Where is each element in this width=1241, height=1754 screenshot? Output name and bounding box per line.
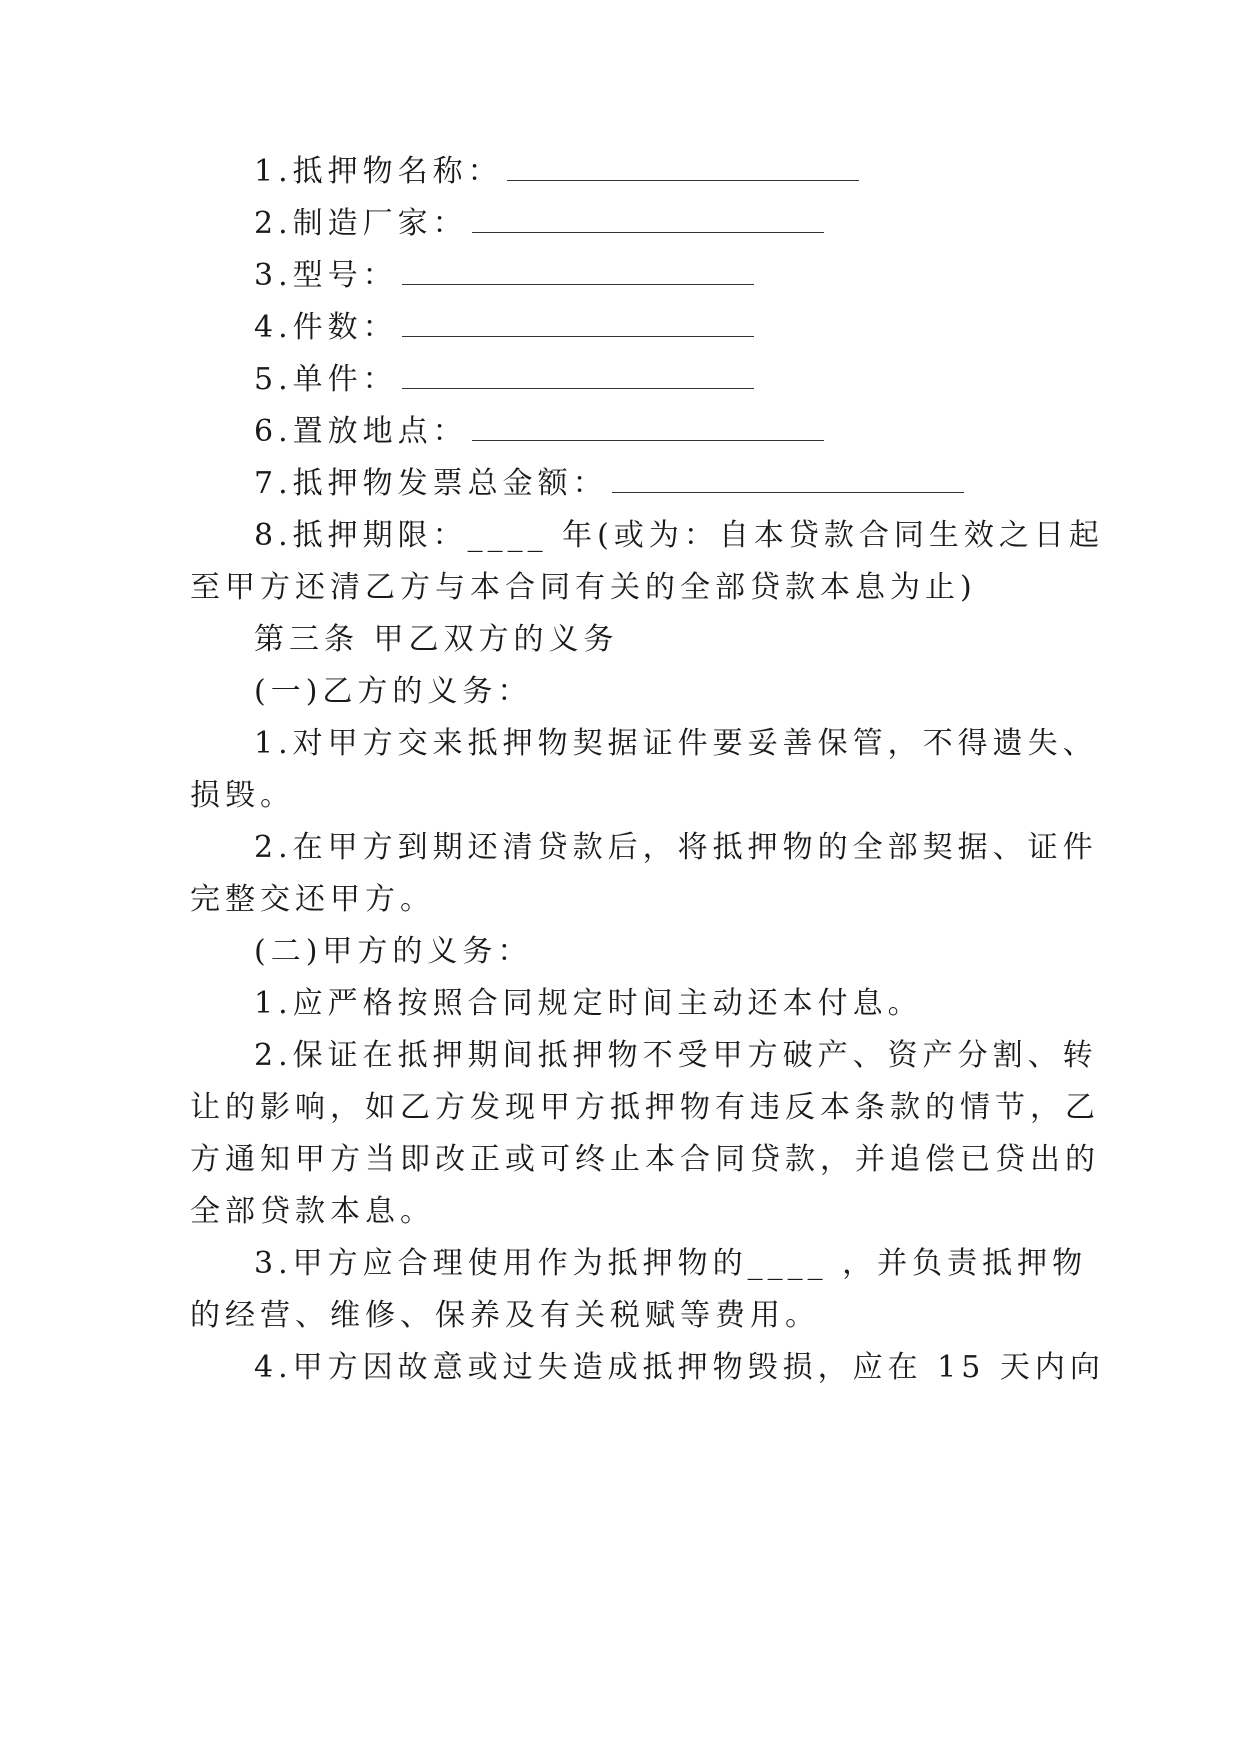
paragraph-cont: 损毁。 xyxy=(190,778,295,813)
fill-blank xyxy=(507,154,859,181)
paragraph: 2.保证在抵押期间抵押物不受甲方破产、资产分割、转 xyxy=(254,1038,1098,1073)
term-line: 8.抵押期限：____ 年(或为：自本贷款合同生效之日起 xyxy=(254,518,1104,553)
field-label: 3.型号： xyxy=(254,258,398,293)
field-label: 6.置放地点： xyxy=(254,414,468,449)
field-line-6 xyxy=(254,412,824,452)
paragraph: 2.在甲方到期还清贷款后，将抵押物的全部契据、证件 xyxy=(254,830,1098,865)
paragraph: 1.应严格按照合同规定时间主动还本付息。 xyxy=(254,986,923,1021)
fill-blank xyxy=(402,362,754,389)
fill-blank xyxy=(402,258,754,285)
fill-blank xyxy=(472,206,824,233)
field-line-3 xyxy=(254,256,754,296)
field-line-7 xyxy=(254,464,964,504)
paragraph-cont: 让的影响，如乙方发现甲方抵押物有违反本条款的情节，乙 xyxy=(190,1090,1100,1125)
field-label: 2.制造厂家： xyxy=(254,206,468,241)
paragraph-cont: 方通知甲方当即改正或可终止本合同贷款，并追偿已贷出的 xyxy=(190,1142,1100,1177)
term-line-cont: 至甲方还清乙方与本合同有关的全部贷款本息为止) xyxy=(190,570,977,605)
paragraph: 3.甲方应合理使用作为抵押物的____ ，并负责抵押物 xyxy=(254,1246,1088,1281)
field-label: 1.抵押物名称： xyxy=(254,154,503,189)
paragraph-cont: 全部贷款本息。 xyxy=(190,1194,435,1229)
fill-blank xyxy=(402,310,754,337)
field-line-1 xyxy=(254,152,859,192)
field-label: 7.抵押物发票总金额： xyxy=(254,466,608,501)
field-line-5 xyxy=(254,360,754,400)
paragraph-cont: 的经营、维修、保养及有关税赋等费用。 xyxy=(190,1298,820,1333)
section-heading-party-a: (二)甲方的义务： xyxy=(254,934,533,969)
paragraph: 1.对甲方交来抵押物契据证件要妥善保管，不得遗失、 xyxy=(254,726,1098,761)
article-heading: 第三条 甲乙双方的义务 xyxy=(254,622,619,657)
section-heading-party-b: (一)乙方的义务： xyxy=(254,674,533,709)
paragraph: 4.甲方因故意或过失造成抵押物毁损，应在 15 天内向 xyxy=(254,1350,1105,1385)
fill-blank xyxy=(612,466,964,493)
field-label: 5.单件： xyxy=(254,362,398,397)
field-line-4 xyxy=(254,308,754,348)
paragraph-cont: 完整交还甲方。 xyxy=(190,882,435,917)
field-label: 4.件数： xyxy=(254,310,398,345)
field-line-2 xyxy=(254,204,824,244)
fill-blank xyxy=(472,414,824,441)
